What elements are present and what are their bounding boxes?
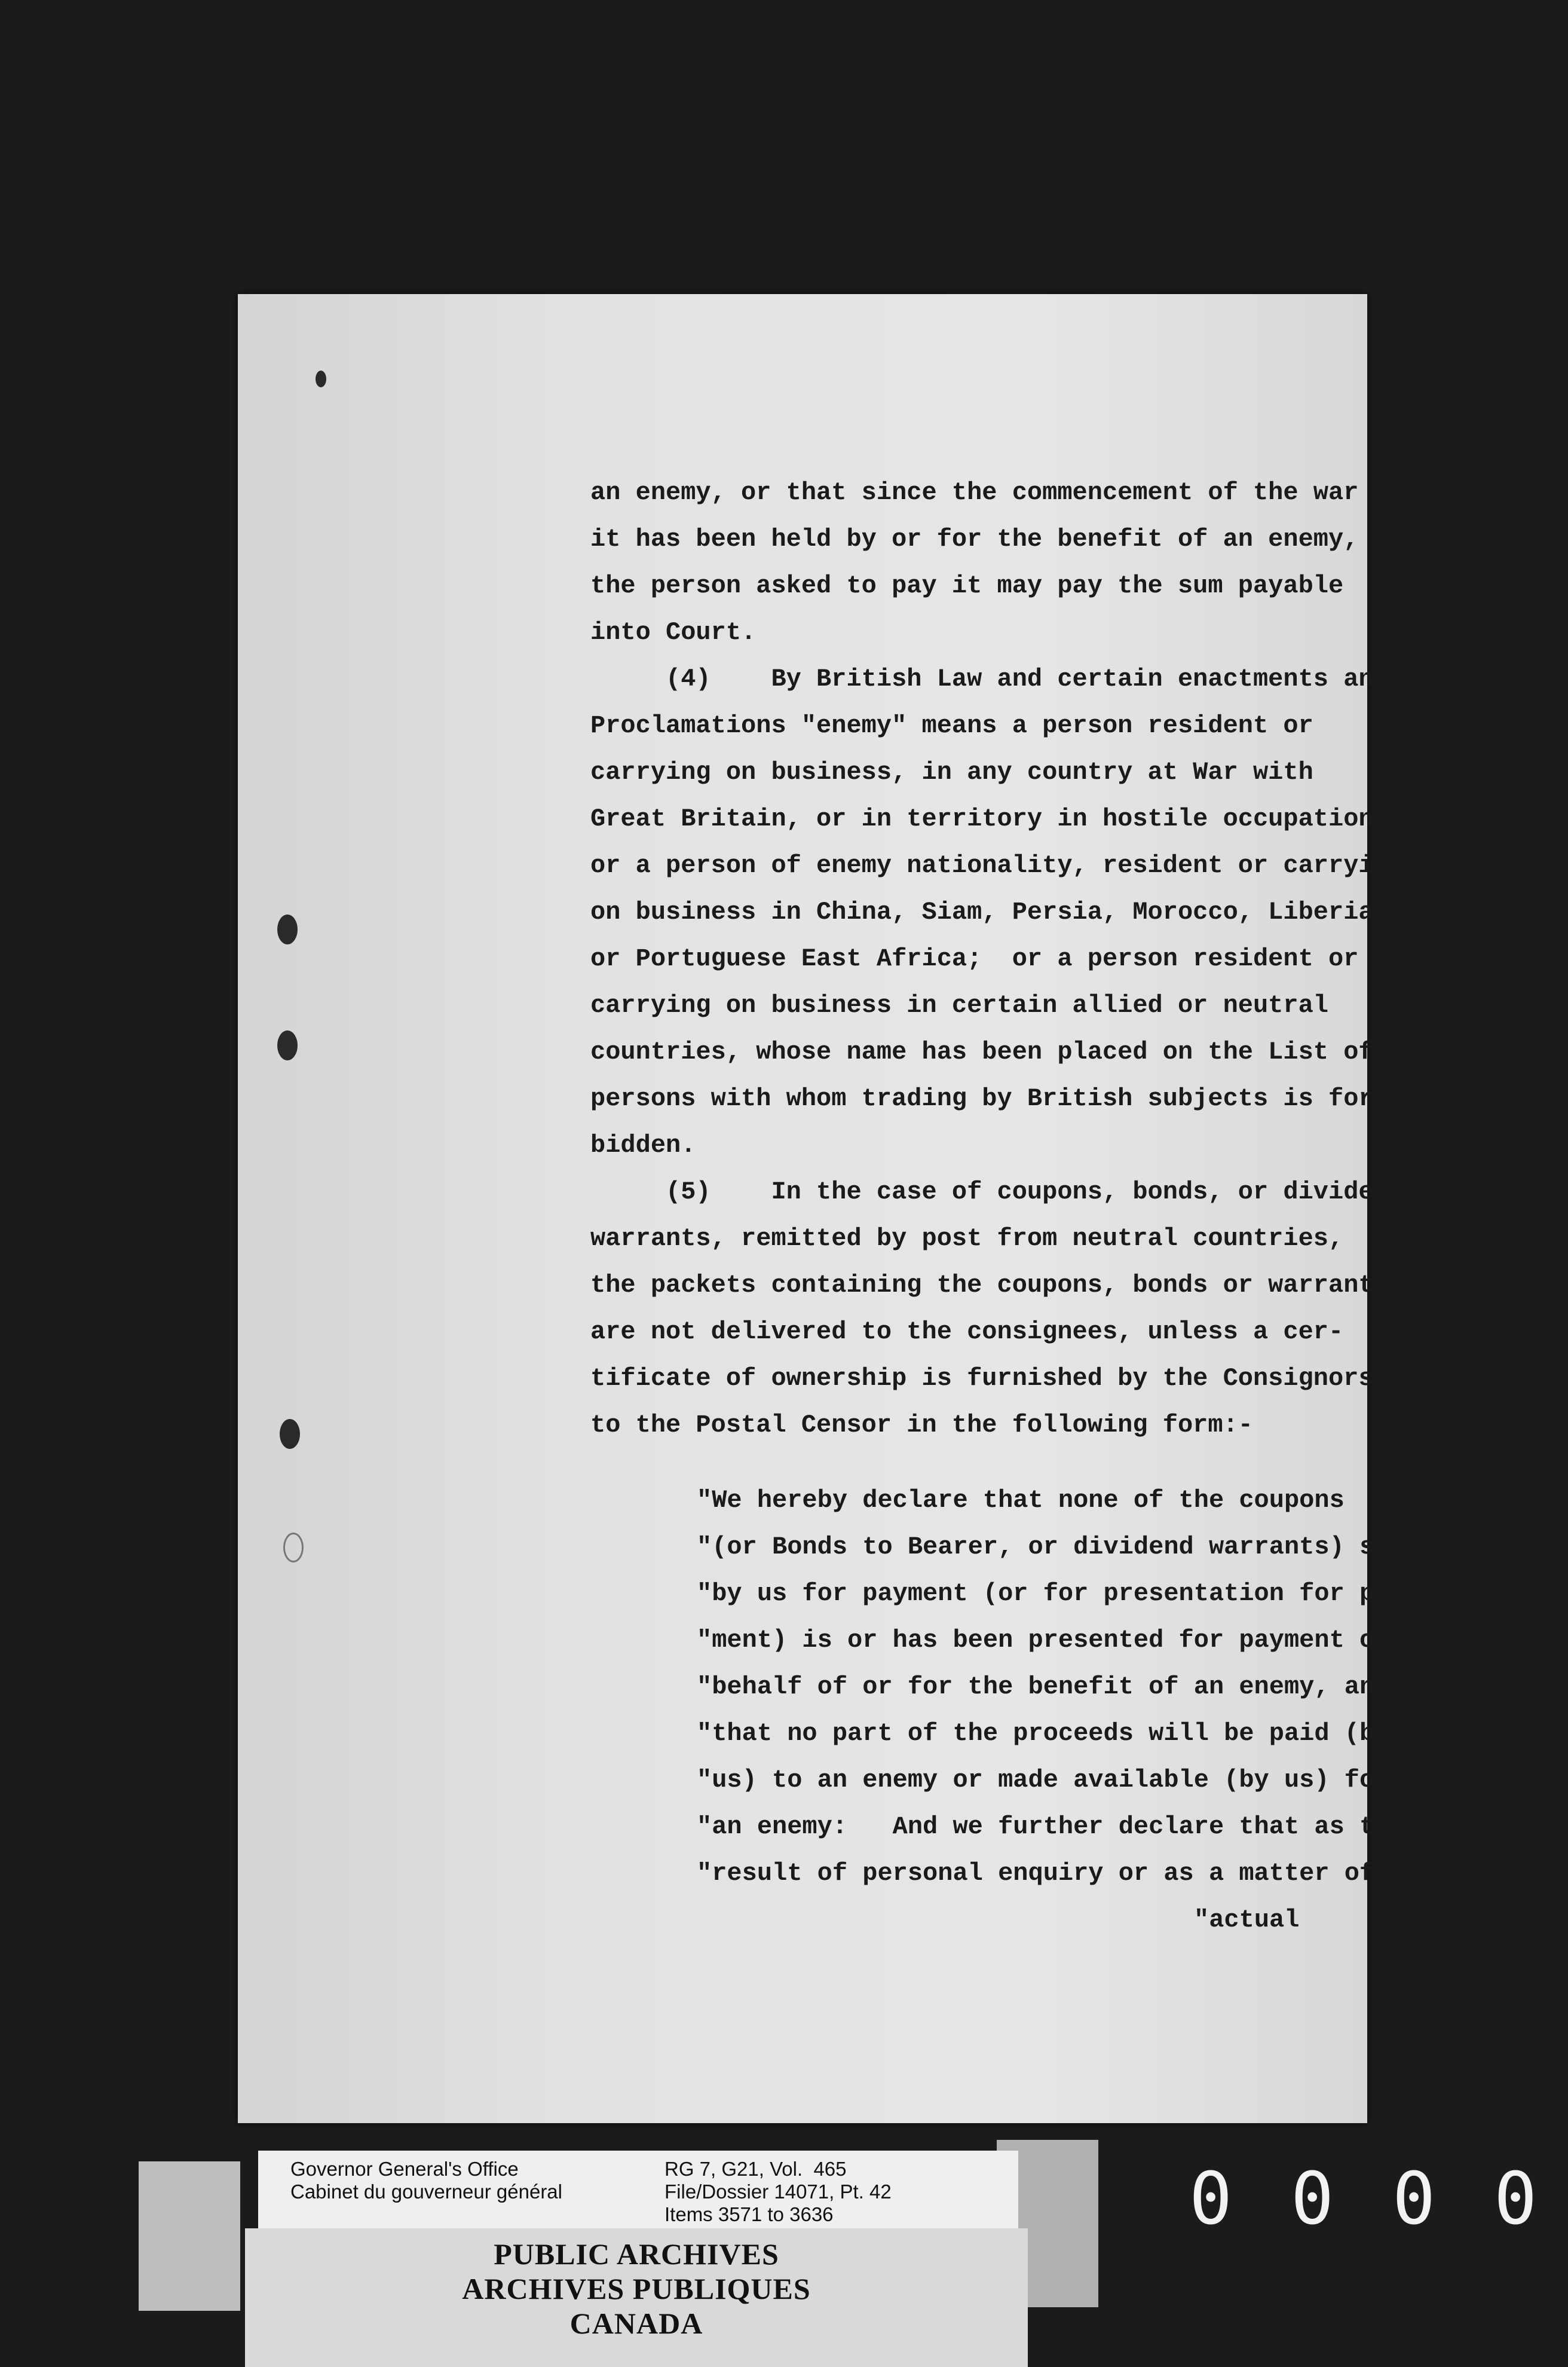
- body-line: the person asked to pay it may pay the sum payable: [590, 571, 1344, 600]
- punch-hole: [277, 1030, 298, 1060]
- quote-line: "us) to an enemy or made available (by us) for: [697, 1766, 1390, 1794]
- stamp-line-3: CANADA: [569, 2307, 703, 2340]
- body-line: countries, whose name has been placed on the List of: [590, 1038, 1374, 1066]
- stamp-line-2: ARCHIVES PUBLIQUES: [462, 2272, 811, 2305]
- frame-digit: 0: [1291, 2158, 1334, 2241]
- quote-line: "ment) is or has been presented for payment on: [697, 1626, 1390, 1655]
- office-en: Governor General's Office: [290, 2158, 519, 2180]
- frame-digit: 0: [1494, 2158, 1538, 2241]
- body-line: (5) In the case of coupons, bonds, or dividend: [590, 1178, 1404, 1206]
- body-line: (4) By British Law and certain enactments and: [590, 665, 1389, 693]
- record-group: RG 7, G21, Vol. 465: [664, 2158, 847, 2180]
- file-number: File/Dossier 14071, Pt. 42: [664, 2181, 892, 2203]
- archives-stamp: [245, 2228, 1028, 2367]
- quote-line: "that no part of the proceeds will be paid (by: [697, 1719, 1390, 1748]
- body-line: carrying on business, in any country at War with: [590, 758, 1313, 787]
- body-line: Proclamations "enemy" means a person resident or: [590, 711, 1313, 740]
- document-page: [238, 294, 1420, 2123]
- catchword: "actual: [1194, 1906, 1300, 1934]
- quote-line: "by us for payment (or for presentation for pay-: [697, 1579, 1420, 1608]
- frame-digit: 0: [1189, 2158, 1233, 2241]
- punch-hole: [277, 915, 298, 944]
- quote-line: "result of personal enquiry or as a matter of: [697, 1859, 1375, 1888]
- body-line: into Court.: [590, 618, 757, 647]
- punch-hole: [283, 1533, 304, 1562]
- body-line: an enemy, or that since the commencement of the war: [590, 478, 1359, 507]
- quote-line: "behalf of or for the benefit of an enemy, and: [697, 1672, 1390, 1701]
- archive-label: [258, 2151, 1018, 2228]
- quote-line: "an enemy: And we further declare that as the: [697, 1812, 1405, 1841]
- body-line: the packets containing the coupons, bonds or warrants: [590, 1271, 1389, 1299]
- punch-hole: [280, 1419, 300, 1449]
- body-line: it has been held by or for the benefit of an enemy,: [590, 525, 1359, 553]
- body-line: on business in China, Siam, Persia, Morocco, Liberia: [590, 898, 1374, 926]
- stamp-line-1: PUBLIC ARCHIVES: [494, 2237, 779, 2271]
- item-range: Items 3571 to 3636: [664, 2203, 834, 2225]
- quote-line: "(or Bonds to Bearer, or dividend warrants) sent: [697, 1533, 1420, 1561]
- frame-digit: 0: [1392, 2158, 1436, 2241]
- body-line: are not delivered to the consignees, unless a cer-: [590, 1317, 1344, 1346]
- body-line: bidden.: [590, 1131, 696, 1160]
- body-line: tificate of ownership is furnished by the Consignors: [590, 1364, 1374, 1393]
- mount-tab-left: [139, 2161, 240, 2311]
- body-line: persons with whom trading by British subjects is for-: [590, 1084, 1389, 1113]
- body-line: warrants, remitted by post from neutral countries,: [590, 1224, 1344, 1253]
- punch-hole: [316, 371, 326, 387]
- body-line: carrying on business in certain allied or neutral: [590, 991, 1329, 1020]
- quote-line: "We hereby declare that none of the coupons: [697, 1486, 1345, 1515]
- office-fr: Cabinet du gouverneur général: [290, 2181, 562, 2203]
- body-line: or a person of enemy nationality, resident or carrying: [590, 851, 1404, 880]
- body-line: to the Postal Censor in the following form:-: [590, 1411, 1253, 1439]
- body-line: or Portuguese East Africa; or a person resident or: [590, 944, 1359, 973]
- body-line: Great Britain, or in territory in hostile occupation;: [590, 805, 1389, 833]
